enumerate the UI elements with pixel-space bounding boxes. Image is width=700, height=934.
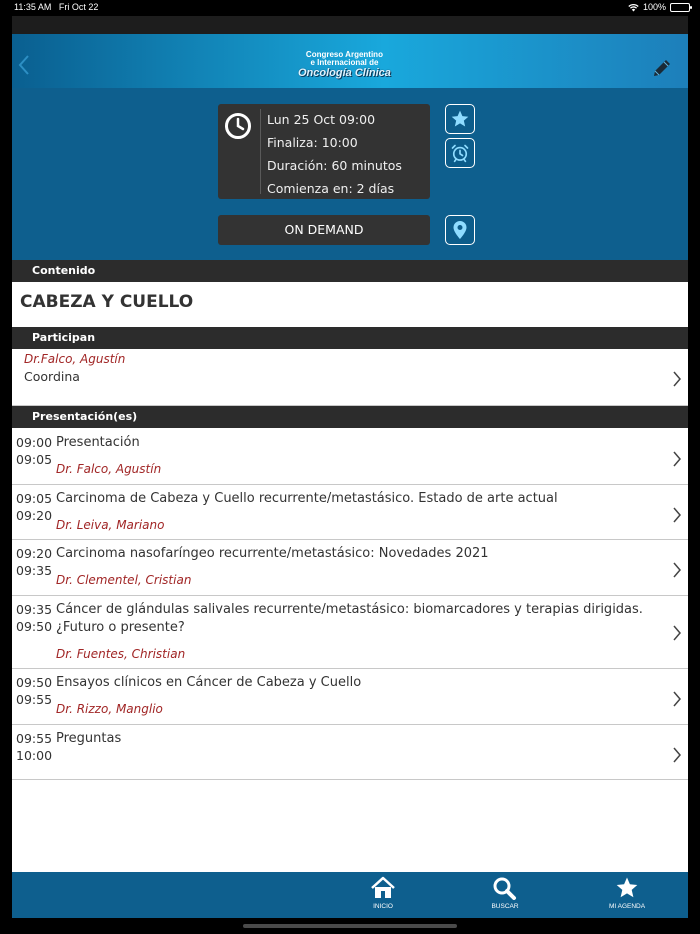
home-indicator-area [0, 918, 700, 934]
tab-search[interactable] [475, 876, 535, 910]
tab-my-agenda[interactable] [597, 876, 657, 910]
chevron-right-icon [672, 451, 682, 467]
presentation-title: Presentación [56, 435, 140, 450]
presentation-title: Carcinoma nasofaríngeo recurrente/metastásico: Novedades 2021 [56, 546, 489, 561]
section-content-header: Contenido [12, 260, 688, 282]
app-window [12, 34, 688, 918]
participant-name: Dr.Falco, Agustín [24, 352, 126, 366]
favorite-button[interactable] [445, 104, 475, 134]
alarm-clock-icon [450, 143, 470, 163]
star-icon [450, 109, 470, 129]
back-button[interactable] [18, 54, 30, 78]
chevron-right-icon [672, 691, 682, 707]
presentation-times: 09:05 09:20 [16, 491, 53, 523]
tab-search-label: BUSCAR [491, 903, 519, 910]
presentation-row[interactable] [12, 485, 688, 540]
presentation-times: 09:20 09:35 [16, 546, 53, 578]
bottom-tab-bar [12, 872, 688, 918]
tab-home-label: INICIO [373, 903, 393, 910]
star-icon [614, 876, 640, 900]
presentation-row[interactable] [12, 725, 688, 780]
map-pin-icon [452, 220, 468, 240]
session-start: Lun 25 Oct 09:00 [267, 112, 376, 127]
battery-percent: 100% [642, 2, 666, 12]
presentation-row[interactable] [12, 540, 688, 596]
nav-bar [12, 34, 688, 88]
status-time: 11:35 AM Fri Oct 22 [14, 2, 99, 12]
session-end: Finaliza: 10:00 [267, 135, 358, 150]
content-title: CABEZA Y CUELLO [20, 292, 194, 312]
edit-button[interactable] [650, 56, 674, 80]
presentation-row[interactable] [12, 429, 688, 485]
battery-icon [670, 3, 690, 12]
clock-icon [224, 112, 252, 140]
presentation-times: 09:55 10:00 [16, 731, 53, 763]
presentation-row[interactable] [12, 669, 688, 725]
presentation-speaker[interactable]: Dr. Leiva, Mariano [56, 518, 165, 532]
section-participants-header: Participan [12, 327, 688, 349]
participant-row[interactable] [12, 349, 688, 406]
wifi-icon [628, 3, 639, 12]
presentation-times: 09:00 09:05 [16, 435, 53, 467]
search-icon [492, 876, 518, 900]
presentation-speaker[interactable]: Dr. Falco, Agustín [56, 462, 162, 476]
session-duration: Duración: 60 minutos [267, 158, 402, 173]
chevron-right-icon [672, 562, 682, 578]
presentation-row[interactable] [12, 596, 688, 669]
participant-role: Coordina [24, 369, 80, 384]
presentation-title: Ensayos clínicos en Cáncer de Cabeza y Cuello [56, 675, 362, 690]
home-icon [369, 876, 397, 900]
congress-logo: Congreso Argentino e Internacional de Oncología Clínica [298, 50, 391, 79]
alarm-button[interactable] [445, 138, 475, 168]
chevron-left-icon [18, 54, 30, 76]
presentation-times: 09:35 09:50 [16, 602, 53, 634]
tab-home[interactable] [353, 876, 413, 910]
location-button[interactable] [445, 215, 475, 245]
home-indicator[interactable] [243, 924, 457, 928]
section-presentations-header: Presentación(es) [12, 406, 688, 428]
presentation-title: Preguntas [56, 731, 122, 746]
time-box-divider [260, 109, 261, 194]
on-demand-button[interactable]: ON DEMAND [218, 215, 430, 245]
pencil-icon [650, 56, 674, 80]
chevron-right-icon [672, 371, 682, 387]
nav-strip [12, 16, 688, 34]
tab-my-agenda-label: MI AGENDA [608, 903, 646, 910]
presentation-times: 09:50 09:55 [16, 675, 53, 707]
presentation-speaker[interactable]: Dr. Rizzo, Manglio [56, 702, 163, 716]
presentation-title: Cáncer de glándulas salivales recurrente/metastásico: biomarcadores y terapias dirigidas. ¿Futuro o presente? [56, 602, 643, 635]
status-right [628, 2, 690, 12]
presentation-speaker[interactable]: Dr. Clementel, Cristian [56, 573, 192, 587]
session-header [12, 34, 688, 260]
chevron-right-icon [672, 625, 682, 641]
status-bar [0, 0, 700, 16]
chevron-right-icon [672, 747, 682, 763]
presentation-title: Carcinoma de Cabeza y Cuello recurrente/metastásico. Estado de arte actual [56, 491, 558, 506]
chevron-right-icon [672, 507, 682, 523]
presentation-speaker[interactable]: Dr. Fuentes, Christian [56, 647, 186, 661]
session-starts-in: Comienza en: 2 días [267, 181, 395, 196]
session-time-box [218, 104, 430, 199]
